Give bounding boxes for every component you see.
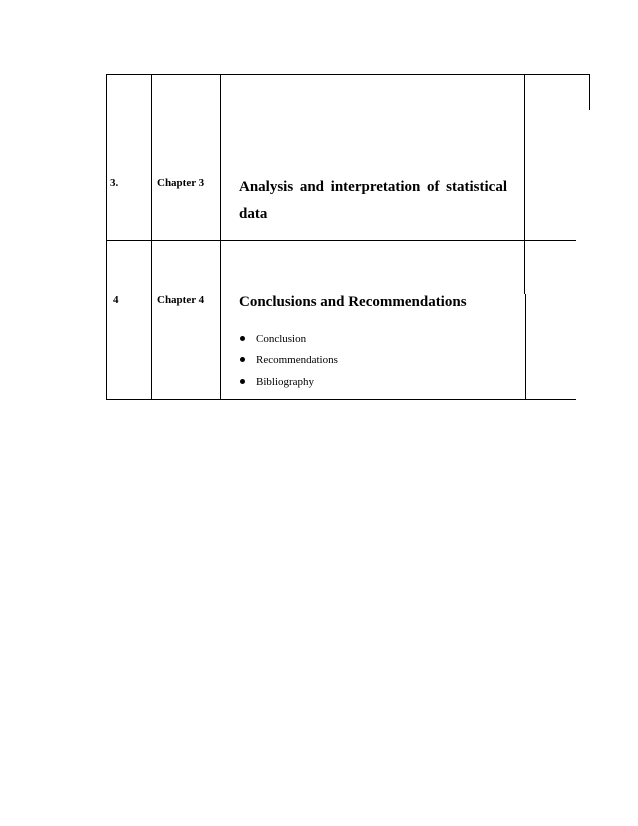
chapter-title: Conclusions and Recommendations <box>239 294 467 310</box>
list-item <box>240 377 314 388</box>
chapter-label: Chapter 3 <box>157 177 205 189</box>
column-divider-3-upper <box>524 74 525 294</box>
row-number: 3. <box>110 177 119 189</box>
chapter-title-line: Analysis and interpretation of statistical <box>239 179 507 195</box>
list-item <box>240 334 306 345</box>
table-right-edge <box>589 74 590 110</box>
column-divider-1 <box>151 74 152 400</box>
chapter-label: Chapter 4 <box>157 294 205 306</box>
bullet-icon <box>240 357 245 362</box>
list-item <box>240 355 338 366</box>
row-number: 4 <box>113 294 119 306</box>
list-item-label: Recommendations <box>256 354 338 366</box>
chapter-title-line: data <box>239 206 268 222</box>
row-divider <box>106 240 576 241</box>
table-left-border <box>106 74 107 400</box>
list-item-label: Bibliography <box>256 376 315 388</box>
table-top-border <box>106 74 590 75</box>
column-divider-2 <box>220 74 221 400</box>
column-divider-3-lower <box>525 294 526 400</box>
bullet-icon <box>240 336 245 341</box>
table-bottom-border <box>106 399 576 400</box>
bullet-icon <box>240 379 245 384</box>
list-item-label: Conclusion <box>256 333 307 345</box>
